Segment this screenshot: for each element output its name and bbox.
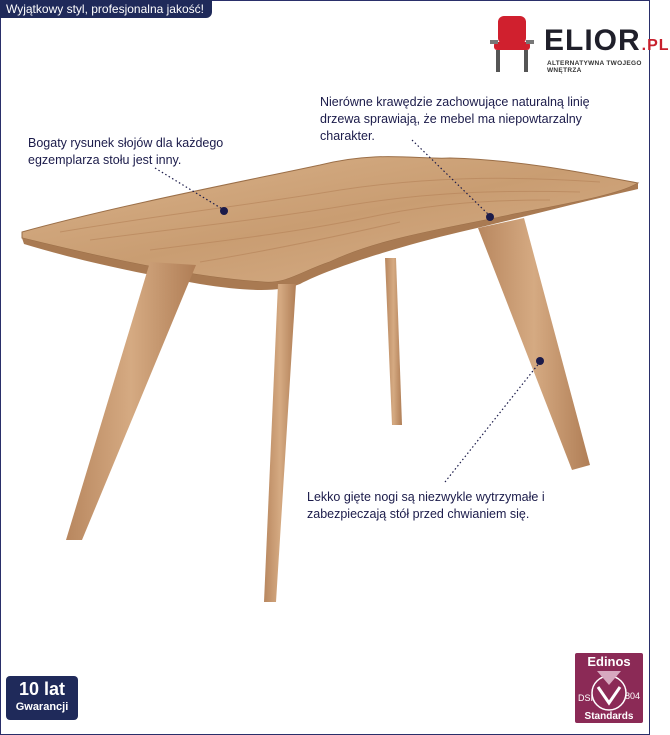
- table-leg-front-right: [264, 284, 296, 602]
- brand-name: ELIOR.PL: [544, 24, 670, 57]
- headline-text: Wyjątkowy styl, profesjonalna jakość!: [6, 2, 204, 16]
- callout-legs: Lekko gięte nogi są niezwykle wytrzymałe i zabezpieczają stół przed chwianiem się.: [307, 490, 545, 521]
- warranty-years: 10 lat: [18, 679, 66, 699]
- table-leg-back-right: [478, 218, 590, 470]
- marker-grain: [220, 207, 228, 215]
- cert-standard-left: DSI: [578, 693, 594, 703]
- marker-edge: [486, 213, 494, 221]
- brand-tagline: ALTERNATYWNA TWOJEGO WNĘTRZA: [547, 60, 642, 74]
- callout-edge: Nierówne krawędzie zachowujące naturalną linię drzewa sprawiają, że mebel ma niepowtarzalny charakter.: [320, 95, 590, 143]
- table-leg-front-left: [66, 262, 196, 540]
- warranty-label: Gwarancji: [15, 701, 69, 713]
- cert-title: Edinos: [587, 654, 631, 669]
- callout-grain: Bogaty rysunek słojów dla każdego egzemplarza stołu jest inny.: [28, 136, 224, 167]
- certification-badge: [575, 653, 643, 723]
- warranty-badge: [6, 676, 78, 720]
- cert-standard-right: 804: [624, 691, 640, 701]
- cert-standards: Standards: [584, 711, 634, 722]
- table-leg-back-left: [385, 258, 402, 425]
- marker-legs: [536, 357, 544, 365]
